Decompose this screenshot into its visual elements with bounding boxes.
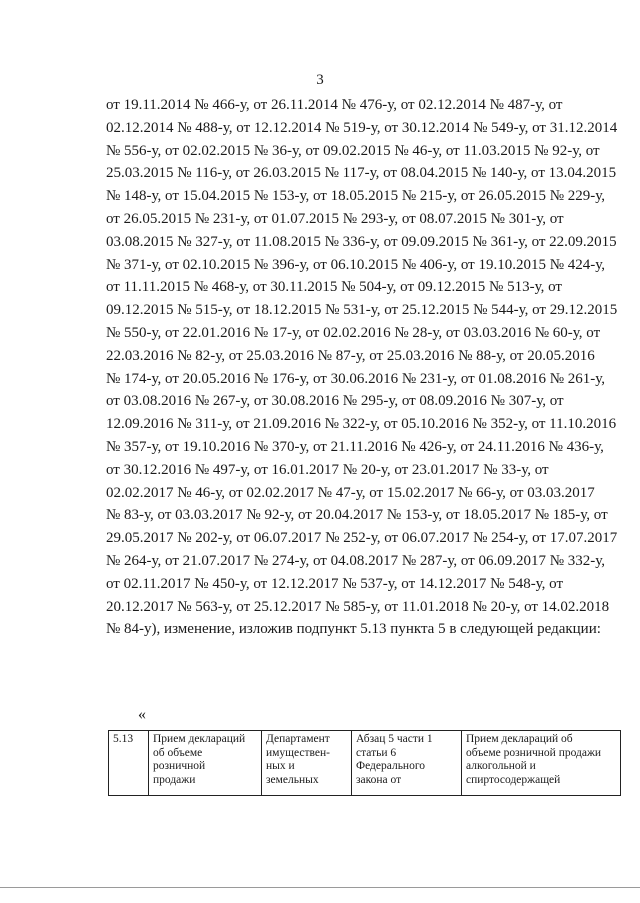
- text-line: № 357-у, от 19.10.2016 № 370-у, от 21.11.2016 № 426-у, от 24.11.2016 № 436-у,: [106, 438, 604, 455]
- text-line: от 02.11.2017 № 450-у, от 12.12.2017 № 537-у, от 14.12.2017 № 548-у, от: [106, 575, 564, 592]
- page-number: 3: [316, 72, 324, 88]
- text-line: от 30.12.2016 № 497-у, от 16.01.2017 № 20-у, от 23.01.2017 № 33-у, от: [106, 461, 549, 478]
- text-line: 12.09.2016 № 311-у, от 21.09.2016 № 322-у, от 05.10.2016 № 352-у, от 11.10.2016: [106, 416, 617, 433]
- text-line: 20.12.2017 № 563-у, от 25.12.2017 № 585-у, от 11.01.2018 № 20-у, от 14.02.2018: [106, 598, 610, 615]
- text-line: № 264-у, от 21.07.2017 № 274-у, от 04.08.2017 № 287-у, от 06.09.2017 № 332-у,: [106, 552, 606, 569]
- cell-department: Департамент имуществен- ных и земельных: [262, 731, 352, 796]
- text-line: № 84-у), изменение, изложив подпункт 5.13 пункта 5 в следующей редакции:: [106, 621, 601, 638]
- text-line: № 148-у, от 15.04.2015 № 153-у, от 18.05.2015 № 215-у, от 26.05.2015 № 229-у,: [106, 188, 606, 205]
- text-line: 02.12.2014 № 488-у, от 12.12.2014 № 519-у, от 30.12.2014 № 549-у, от 31.12.2014: [106, 119, 618, 136]
- cell-service-name: Прием деклараций об объеме розничной продажи: [149, 731, 262, 796]
- text-line: № 550-у, от 22.01.2016 № 17-у, от 02.02.2016 № 28-у, от 03.03.2016 № 60-у, от: [106, 324, 601, 341]
- text-line: № 556-у, от 02.02.2015 № 36-у, от 09.02.2015 № 46-у, от 11.03.2015 № 92-у, от: [106, 142, 600, 159]
- declaration-table: [108, 730, 621, 796]
- body-paragraph: [106, 94, 618, 641]
- bottom-divider: [0, 887, 640, 888]
- text-line: 02.02.2017 № 46-у, от 02.02.2017 № 47-у, от 15.02.2017 № 66-у, от 03.03.2017: [106, 484, 595, 501]
- text-line: от 19.11.2014 № 466-у, от 26.11.2014 № 476-у, от 02.12.2014 № 487-у, от: [106, 97, 563, 113]
- cell-description: Прием деклараций об объеме розничной продажи алкогольной и спиртосодержащей: [462, 731, 621, 796]
- text-line: 09.12.2015 № 515-у, от 18.12.2015 № 531-у, от 25.12.2015 № 544-у, от 29.12.2015: [106, 302, 618, 319]
- text-line: № 83-у, от 03.03.2017 № 92-у, от 20.04.2017 № 153-у, от 18.05.2017 № 185-у, от: [106, 507, 608, 524]
- text-line: от 03.08.2016 № 267-у, от 30.08.2016 № 295-у, от 08.09.2016 № 307-у, от: [106, 393, 564, 410]
- cell-item-number: 5.13: [109, 731, 149, 796]
- text-line: 29.05.2017 № 202-у, от 06.07.2017 № 252-у, от 06.07.2017 № 254-у, от 17.07.2017: [106, 530, 618, 547]
- text-line: от 11.11.2015 № 468-у, от 30.11.2015 № 504-у, от 09.12.2015 № 513-у, от: [106, 279, 562, 296]
- text-line: № 371-у, от 02.10.2015 № 396-у, от 06.10.2015 № 406-у, от 19.10.2015 № 424-у,: [106, 256, 606, 273]
- text-line: № 174-у, от 20.05.2016 № 176-у, от 30.06.2016 № 231-у, от 01.08.2016 № 261-у,: [106, 370, 606, 387]
- text-line: 22.03.2016 № 82-у, от 25.03.2016 № 87-у, от 25.03.2016 № 88-у, от 20.05.2016: [106, 347, 595, 364]
- text-line: 25.03.2015 № 116-у, от 26.03.2015 № 117-у, от 08.04.2015 № 140-у, от 13.04.2015: [106, 165, 617, 182]
- text-line: 03.08.2015 № 327-у, от 11.08.2015 № 336-у, от 09.09.2015 № 361-у, от 22.09.2015: [106, 233, 617, 250]
- table-row: [109, 731, 621, 796]
- cell-legal-basis: Абзац 5 части 1 статьи 6 Федерального закона от: [352, 731, 462, 796]
- opening-quote: «: [138, 706, 146, 723]
- text-line: от 26.05.2015 № 231-у, от 01.07.2015 № 293-у, от 08.07.2015 № 301-у, от: [106, 210, 564, 227]
